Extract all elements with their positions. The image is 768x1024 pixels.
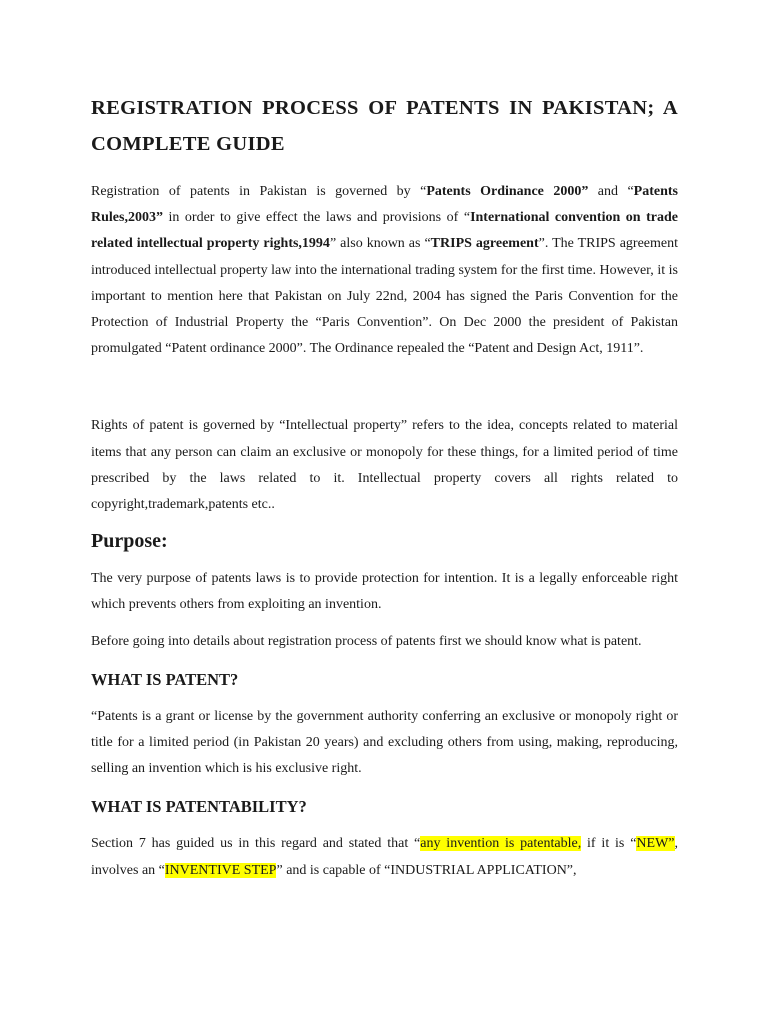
intro-paragraph	[91, 179, 678, 362]
intro-text-4: ” also known as “	[329, 236, 431, 252]
highlight-new: NEW”	[636, 836, 675, 852]
highlight-patentable: any invention is patentable,	[420, 836, 582, 852]
purpose-paragraph-2: Before going into details about registration process of patents first we should know what is patent.	[91, 633, 642, 649]
patentability-paragraph	[91, 831, 678, 883]
highlight-inventive-step: INVENTIVE STEP	[164, 862, 277, 878]
patent-definition-paragraph: “Patents is a grant or license by the government authority conferring an exclusive or monopoly right or title for a limited period (in Pakistan 20 years) and excluding others from using, making, reproducing, selling an invention which is his exclusive right.	[91, 708, 678, 777]
purpose-heading: Purpose:	[91, 530, 168, 553]
trips-convention-bold: International convention on trade related intellectual property rights,1994	[91, 210, 679, 252]
patentability-text-2: if it is “	[581, 836, 637, 852]
what-is-patentability-heading: WHAT IS PATENTABILITY?	[91, 797, 307, 817]
what-is-patent-heading: WHAT IS PATENT?	[91, 669, 239, 689]
intro-text-5: ”. The TRIPS agreement introduced intellectual property law into the international trading system for the first time. However, it is important to mention here that Pakistan on July 22nd, 2004 has signed the Paris Convention for the Protection of Industrial Property the “Paris Convention”. On Dec 2000 the president of Pakistan promulgated “Patent ordinance 2000”. The Ordinance repealed the “Patent and Design Act, 1911”.	[91, 236, 678, 357]
patentability-text-1: Section 7 has guided us in this regard and stated that “	[91, 836, 421, 852]
document-title: REGISTRATION PROCESS OF PATENTS IN PAKISTAN; A COMPLETE GUIDE	[91, 97, 678, 155]
intro-text-2: and “	[588, 184, 634, 199]
patents-rules-bold: Patents Rules,2003”	[91, 184, 678, 226]
patents-ordinance-bold: Patents Ordinance 2000”	[426, 184, 589, 199]
intro-text-1: Registration of patents in Pakistan is governed by “	[91, 184, 427, 199]
trips-agreement-bold: TRIPS agreement	[430, 236, 539, 252]
purpose-paragraph-1: The very purpose of patents laws is to provide protection for intention. It is a legally enforceable right which prevents others from exploiting an invention.	[91, 571, 678, 613]
patentability-text-3: , involves an “	[91, 836, 679, 878]
patentability-text-4: ” and is capable of “INDUSTRIAL APPLICATION”,	[276, 862, 577, 878]
intro-text-3: in order to give effect the laws and provisions of “	[162, 210, 471, 226]
rights-paragraph: Rights of patent is governed by “Intellectual property” refers to the idea, concepts related to material items that any person can claim an exclusive or monopoly for these things, for a limited period of time prescribed by the laws related to it. Intellectual property covers all rights related to copyright,trademark,patents etc..	[91, 418, 678, 513]
